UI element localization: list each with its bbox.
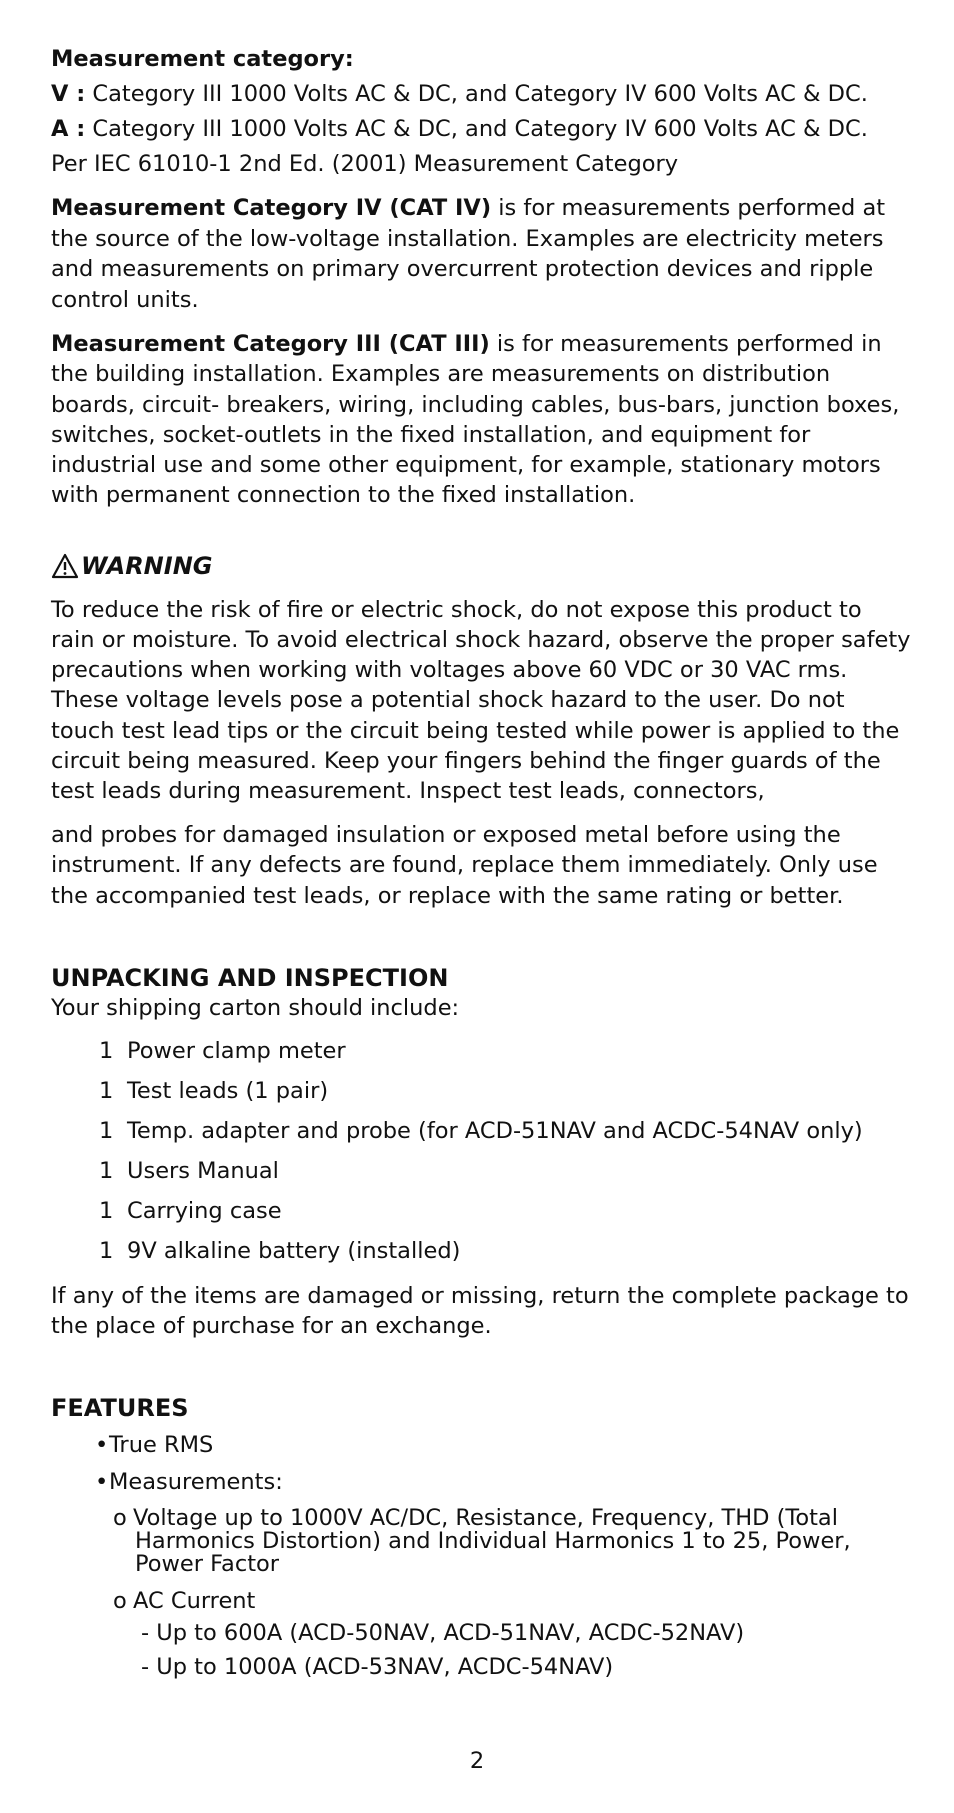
v-rating-text: Category III 1000 Volts AC & DC, and Category IV 600 Volts AC & DC.	[85, 81, 868, 107]
feature-label: Measurements:	[109, 1469, 283, 1496]
unpacking-outro: If any of the items are damaged or missing, return the complete package to the place of purchase for an exchange.	[51, 1282, 909, 1339]
warning-triangle-icon	[51, 553, 79, 579]
manual-page	[51, 44, 911, 1684]
a-label: A :	[51, 116, 86, 142]
a-rating-text: Category III 1000 Volts AC & DC, and Category IV 600 Volts AC & DC.	[85, 116, 868, 142]
ac-range-1000: - Up to 1000A (ACD-53NAV, ACDC-54NAV)	[141, 1653, 614, 1680]
warning-title: WARNING	[81, 551, 213, 580]
v-label: V :	[51, 81, 86, 107]
page-number: 2	[469, 1748, 485, 1774]
cat-iv-label: Measurement Category IV (CAT IV)	[51, 195, 492, 221]
voltage-line-3: Power Factor	[135, 1550, 280, 1577]
measurements-sublist	[113, 1504, 911, 1684]
package-contents-list	[99, 1031, 911, 1271]
ac-current-label: AC Current	[133, 1587, 256, 1614]
a-rating-line	[51, 114, 911, 144]
warning-paragraph-2: and probes for damaged insulation or exposed metal before using the instrument. If any defects are found, replace them immediately. Only use the accompanied test leads, or replace with the same rating or better.	[51, 822, 878, 909]
measurement-category-heading: Measurement category:	[51, 46, 354, 72]
ac-current-subitem	[113, 1586, 911, 1616]
cat-iv-paragraph	[51, 193, 911, 315]
item-qty: 1	[99, 1197, 114, 1224]
warning-paragraph-1: To reduce the risk of fire or electric shock, do not expose this product to rain or moisture. To avoid electrical shock hazard, observe the proper safety precautions when working with voltages above 60 VDC or 30 VAC rms. These voltage levels pose a potential shock hazard to the user. Do not touch test lead tips or the circuit being tested while power is applied to the circuit being measured. Keep your fingers behind the finger guards of the test leads during measurement. Inspect test leads, connectors,	[51, 596, 911, 804]
feature-measurements	[95, 1464, 911, 1501]
bullet-icon: •	[95, 1469, 109, 1496]
item-qty: 1	[99, 1237, 114, 1264]
item-qty: 1	[99, 1117, 114, 1144]
features-heading: FEATURES	[51, 1393, 189, 1422]
ac-range-600: - Up to 600A (ACD-50NAV, ACD-51NAV, ACDC-52NAV)	[141, 1619, 745, 1646]
list-item	[99, 1031, 911, 1071]
feature-true-rms	[95, 1427, 911, 1464]
circle-bullet-icon: o	[113, 1587, 127, 1614]
unpacking-heading: UNPACKING AND INSPECTION	[51, 963, 449, 992]
item-label: Users Manual	[127, 1157, 279, 1184]
item-label: Temp. adapter and probe (for ACD-51NAV and ACDC-54NAV only)	[127, 1117, 863, 1144]
voltage-subitem	[113, 1504, 911, 1577]
list-item	[99, 1231, 911, 1271]
v-rating-line	[51, 79, 911, 109]
list-item	[99, 1111, 911, 1151]
bullet-icon: •	[95, 1432, 109, 1459]
list-item	[99, 1071, 911, 1111]
item-qty: 1	[99, 1157, 114, 1184]
features-list	[95, 1427, 911, 1684]
list-item	[99, 1151, 911, 1191]
item-qty: 1	[99, 1077, 114, 1104]
item-label: Test leads (1 pair)	[127, 1077, 329, 1104]
item-label: Power clamp meter	[127, 1037, 346, 1064]
item-label: 9V alkaline battery (installed)	[127, 1237, 461, 1264]
voltage-line-2: Harmonics Distortion) and Individual Harmonics 1 to 25, Power,	[135, 1527, 851, 1554]
warning-heading	[51, 551, 911, 581]
voltage-line-1: Voltage up to 1000V AC/DC, Resistance, Frequency, THD (Total	[133, 1504, 838, 1531]
circle-bullet-icon: o	[113, 1504, 127, 1531]
feature-label: True RMS	[109, 1432, 214, 1459]
cat-iv-text: is for measurements performed at the source of the low-voltage installation. Examples are electricity meters and measurements on primary overcurrent protection devices and ripple control units.	[51, 195, 886, 313]
unpacking-intro: Your shipping carton should include:	[51, 994, 460, 1021]
cat-iii-paragraph	[51, 329, 911, 511]
ac-current-ranges	[141, 1616, 911, 1684]
list-item	[99, 1191, 911, 1231]
cat-iii-label: Measurement Category III (CAT III)	[51, 331, 490, 357]
cat-iii-text: is for measurements performed in the building installation. Examples are measurements on distribution boards, circuit- breakers, wiring, including cables, bus-bars, junction boxes, switches, socket-outlets in the fixed installation, and equipment for industrial use and some other equipment, for example, stationary motors with permanent connection to the fixed installation.	[51, 331, 900, 509]
iec-reference: Per IEC 61010-1 2nd Ed. (2001) Measurement Category	[51, 151, 679, 177]
item-qty: 1	[99, 1037, 114, 1064]
item-label: Carrying case	[127, 1197, 282, 1224]
